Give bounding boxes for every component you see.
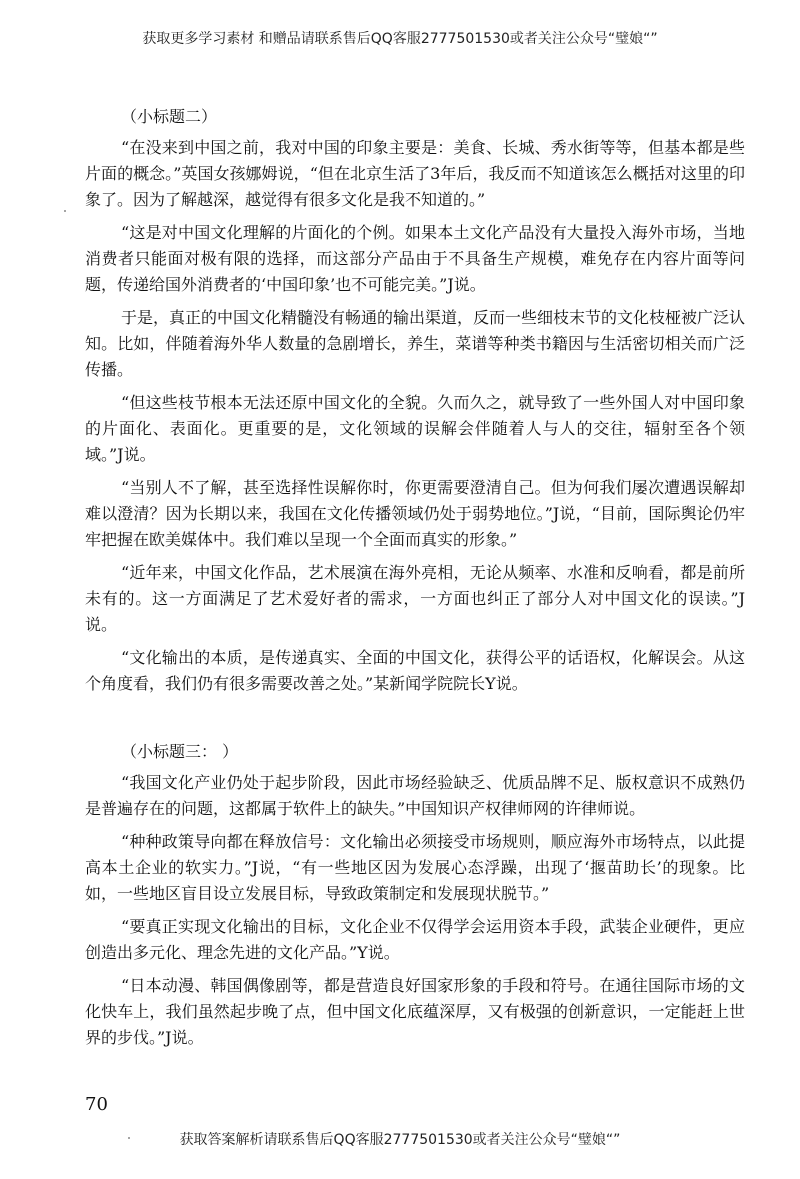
paragraph: “当别人不了解，甚至选择性误解你时，你更需要澄清自己。但为何我们屡次遭遇误解却难以澄清？因为长期以来，我国在文化传播领域仍处于弱势地位。”J说，“目前，国际舆论仍牢牢把握在欧美媒体中。我们难以呈现一个全面而真实的形象。”	[85, 478, 745, 549]
paragraph: “这是对中国文化理解的片面化的个例。如果本土文化产品没有大量投入海外市场，当地消费者只能面对极有限的选择，而这部分产品由于不具备生产规模，难免存在内容片面等问题，传递给国外消费者的‘中国印象’也不可能完美。”J说。	[85, 223, 745, 294]
page-footer: 获取答案解析请联系售后QQ客服2777501530或者关注公众号“璧娘“”	[179, 1132, 621, 1148]
page-header: 获取更多学习素材 和赠品请联系售后QQ客服2777501530或者关注公众号“璧娘“”	[142, 31, 658, 47]
paragraph: “日本动漫、韩国偶像剧等，都是营造良好国家形象的手段和符号。在通往国际市场的文化快车上，我们虽然起步晚了点，但中国文化底蕴深厚，又有极强的创新意识，一定能赶上世界的步伐。”J说。	[85, 976, 745, 1047]
paragraph: “我国文化产业仍处于起步阶段，因此市场经验缺乏、优质品牌不足、版权意识不成熟仍是普遍存在的问题，这都属于软件上的缺失。”中国知识产权律师网的许律师说。	[85, 773, 745, 818]
paragraph: “但这些枝节根本无法还原中国文化的全貌。久而久之，就导致了一些外国人对中国印象的片面化、表面化。更重要的是，文化领域的误解会伴随着人与人的交往，辐射至各个领域。”J说。	[85, 393, 745, 464]
paragraph: “种种政策导向都在释放信号：文化输出必须接受市场规则，顺应海外市场特点，以此提高本土企业的软实力。”J说，“有一些地区因为发展心态浮躁，出现了‘揠苗助长’的现象。比如，一些地区盲目设立发展目标，导致政策制定和发展现状脱节。”	[85, 832, 745, 903]
scan-speck	[64, 210, 66, 212]
paragraph: “要真正实现文化输出的目标，文化企业不仅得学会运用资本手段，武装企业硬件，更应创造出多元化、理念先进的文化产品。”Y说。	[85, 917, 745, 962]
paragraph: “文化输出的本质，是传递真实、全面的中国文化，获得公平的话语权，化解误会。从这个角度看，我们仍有很多需要改善之处。”某新闻学院院长Y说。	[85, 648, 745, 693]
article-body	[85, 105, 745, 1058]
section-heading-2: （小标题二）	[121, 107, 218, 126]
scan-speck	[128, 1137, 130, 1139]
paragraph: “近年来，中国文化作品，艺术展演在海外亮相，无论从频率、水准和反响看，都是前所未有的。这一方面满足了艺术爱好者的需求，一方面也纠正了部分人对中国文化的误读。”J说。	[85, 563, 745, 634]
section-spacer	[85, 704, 745, 740]
section-heading-3: （小标题三： ）	[121, 742, 239, 761]
page-number: 70	[85, 1094, 108, 1115]
paragraph: 于是，真正的中国文化精髓没有畅通的输出渠道，反而一些细枝末节的文化枝桠被广泛认知。比如，伴随着海外华人数量的急剧增长，养生，菜谱等种类书籍因与生活密切相关而广泛传播。	[85, 308, 746, 379]
paragraph: “在没来到中国之前，我对中国的印象主要是：美食、长城、秀水街等等，但基本都是些片面的概念。”英国女孩娜姆说，“但在北京生活了3年后，我反而不知道该怎么概括对这里的印象了。因为了解越深，越觉得有很多文化是我不知道的。”	[85, 138, 745, 209]
